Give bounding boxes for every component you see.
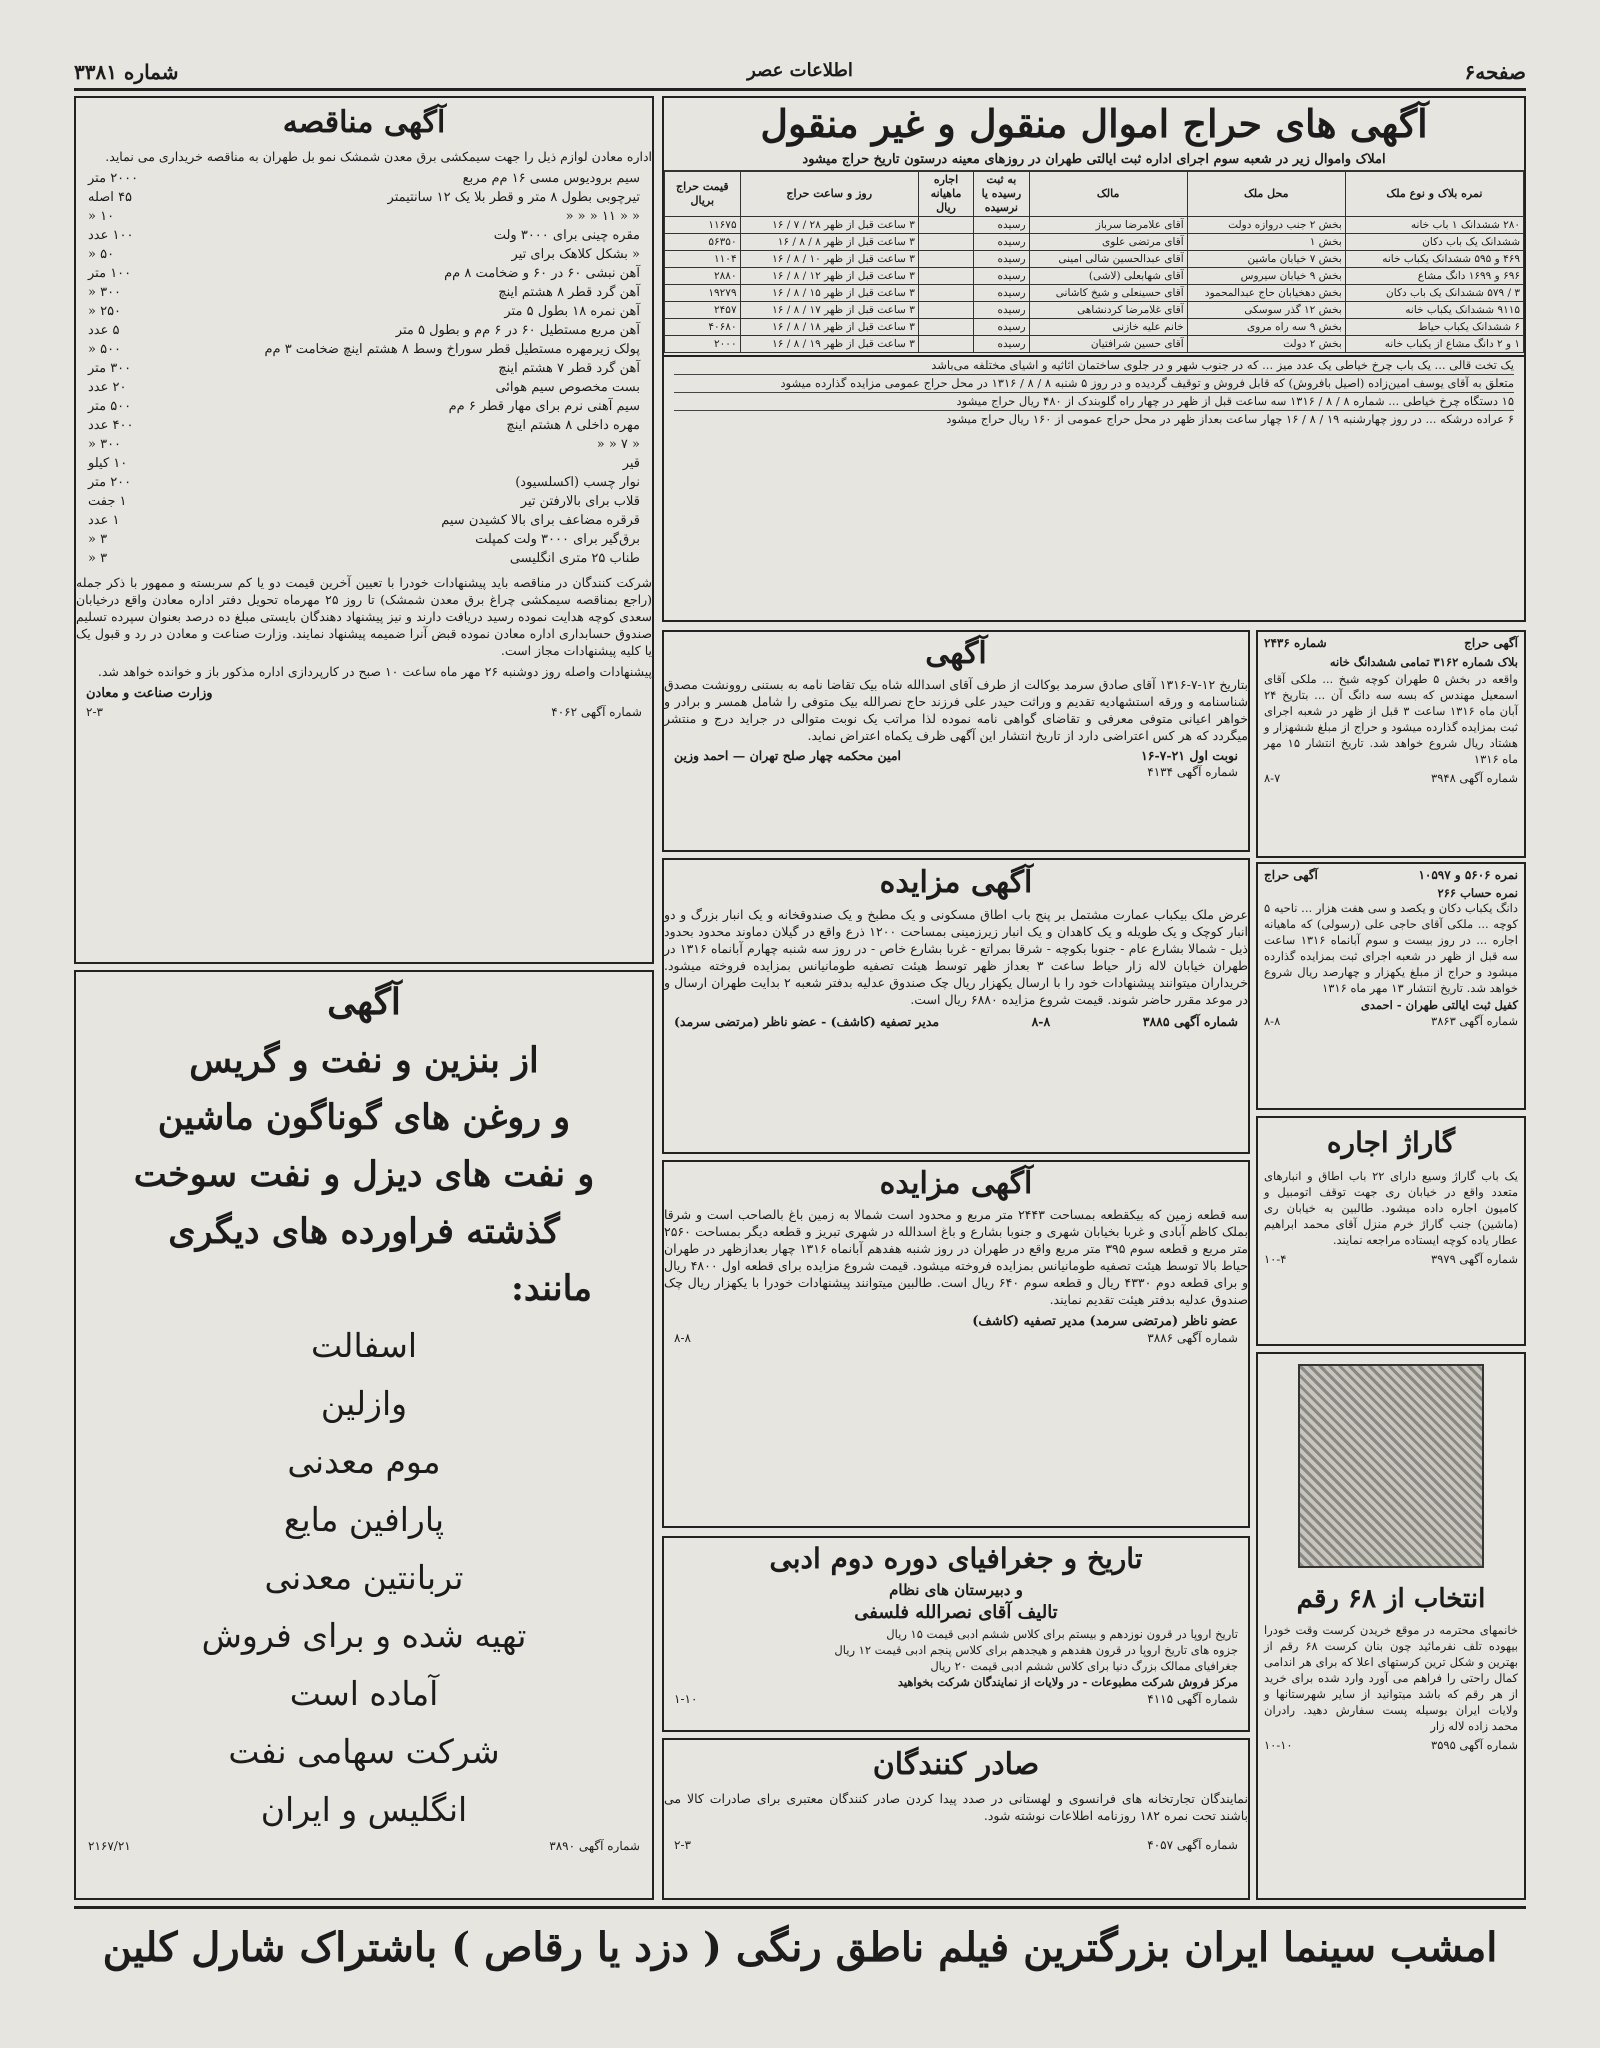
- auction-main-subtitle: املاک واموال زیر در شعبه سوم اجرای اداره ثبت ایالتی طهران در روزهای معینه درستون تاریخ حراج میشود: [664, 150, 1524, 171]
- auction-table-cell: آقای علامرضا سرباز: [1029, 217, 1187, 234]
- oil-product-line: انگلیس و ایران: [260, 1790, 468, 1829]
- auction-table-cell: ۶۹۶ و ۱۶۹۹ دانگ مشاع: [1345, 268, 1523, 285]
- auction-table-cell: ۹۱۱۵ ششدانک یکباب خانه: [1345, 302, 1523, 319]
- auction-table-cell: [918, 285, 973, 302]
- tender-item: [88, 169, 640, 188]
- auction-table-box: [662, 96, 1526, 622]
- tender-item: [88, 397, 640, 416]
- oil-product-line: موم معدنی: [287, 1442, 441, 1481]
- oil-ad-number: شماره آگهی ۳۸۹۰: [549, 1839, 640, 1853]
- auction-table-cell: ۱۱۰۴: [665, 251, 741, 268]
- auction-table-row: [665, 302, 1524, 319]
- oil-ad-title: آگهی: [327, 981, 401, 1023]
- oil-product-line: اسفالت: [310, 1326, 418, 1365]
- tender-ad-number: شماره آگهی ۴۰۶۲: [551, 705, 642, 719]
- exporters-ad-number: شماره آگهی ۴۰۵۷: [1147, 1838, 1238, 1852]
- auction-table-cell: ۳ ساعت قبل از ظهر ۲۸ / ۷ / ۱۶: [740, 217, 918, 234]
- auction-table-cell: بخش ۱۲ گذر سوسکی: [1187, 302, 1345, 319]
- auction-table-cell: ۳ ساعت قبل از ظهر ۱۸ / ۸ / ۱۶: [740, 319, 918, 336]
- col-header: به ثبت رسیده یا نرسیده: [974, 172, 1029, 217]
- tender-item-qty: ۱ عدد: [88, 513, 120, 528]
- auction-main-title: آگهی های حراج اموال منقول و غیر منقول: [760, 101, 1428, 146]
- auction-table-cell: رسیده: [974, 234, 1029, 251]
- oil-ad-box: [74, 970, 654, 1900]
- tender-item-qty: ۳۰۰ «: [88, 437, 122, 452]
- auction-note: متعلق به آقای یوسف امین‌زاده (اصیل بافروش) که قابل فروش و توقیف گردیده و در روز ۵ شنبه ۸ / ۸ / ۱۳۱۶ در محل حراج عمومی مزایده گذارده میشود: [674, 374, 1514, 392]
- tender-item-name: قیر: [622, 456, 640, 471]
- auction-table-cell: ۵۶۳۵۰: [665, 234, 741, 251]
- tender-item-name: تیرچوبی بطول ۸ متر و قطر بلا یک ۱۲ سانتیمتر: [387, 190, 640, 205]
- auction-table-cell: ۳ / ۵۷۹ ششدانک یک باب دکان: [1345, 285, 1523, 302]
- tender-item: [88, 283, 640, 302]
- tender-item: [88, 454, 640, 473]
- tender-ministry: وزارت صناعت و معادن: [86, 686, 213, 701]
- tender-item-qty: ۵۰۰ «: [88, 342, 122, 357]
- auction-r2-ref: نمره ۵۶۰۶ و ۱۰۵۹۷: [1418, 868, 1518, 882]
- auction-r1-box: [1256, 630, 1526, 858]
- page-label: صفحه۶: [1464, 60, 1526, 84]
- book-line: تاریخ اروپا در قرون نوزدهم و بیستم برای کلاس ششم ادبی قیمت ۱۵ ریال: [886, 1627, 1238, 1641]
- book-author: تالیف آقای نصرالله فلسفی: [854, 1602, 1058, 1623]
- auction-table-cell: رسیده: [974, 285, 1029, 302]
- notice-date: نوبت اول ۲۱-۷-۱۶: [1141, 748, 1238, 763]
- auction-note: یک تخت قالی ... یک باب چرخ خیاطی یک عدد میز ... که در جنوب شهر و در جلوی ساختمان اثاثیه و اشیای مختلفه می‌باشد: [931, 358, 1514, 372]
- oil-ad-line: و روغن های گوناگون ماشین: [157, 1097, 571, 1138]
- garage-title: گاراژ اجاره: [1326, 1126, 1456, 1159]
- exporters-code: ۲-۳: [674, 1838, 691, 1852]
- tender-item-qty: ۲۰۰ متر: [88, 475, 132, 490]
- notice-court: امین محکمه چهار صلح تهران — احمد وزین: [674, 748, 902, 763]
- oil-product-line: آماده است: [289, 1674, 439, 1713]
- book-sub: و دبیرستان های نظام: [889, 1581, 1023, 1599]
- auction-r1-title: آگهی حراج: [1464, 636, 1518, 650]
- tender-item-name: سیم برودیوس مسی ۱۶ م‌م مربع: [462, 171, 640, 186]
- tender-item-name: قرقره مضاعف برای بالا کشیدن سیم: [441, 513, 640, 528]
- tender-item-name: آهن گرد قطر ۷ هشتم اینچ: [498, 361, 640, 376]
- auction-table-cell: ۳ ساعت قبل از ظهر ۱۹ / ۸ / ۱۶: [740, 336, 918, 353]
- oil-product-line: وازلین: [320, 1384, 408, 1423]
- auction-note: ۶ عراده درشکه ... در روز چهارشنبه ۱۹ / ۸ / ۱۶ چهار ساعت بعداز ظهر در محل حراج عمومی از ۱۶۰ ریال حراج میشود: [674, 410, 1514, 428]
- tender-item-name: طناب ۲۵ متری انگلیسی: [509, 551, 640, 566]
- auction-table-cell: رسیده: [974, 268, 1029, 285]
- auction-table-cell: بخش دهخیابان حاج عبدالمحمود: [1187, 285, 1345, 302]
- tender-item-qty: ۵۰ «: [88, 247, 115, 262]
- oil-ad-line: مانند:: [510, 1268, 592, 1309]
- auction-r2-ad-number: شماره آگهی ۳۸۶۳: [1431, 1014, 1518, 1028]
- corset-ad-box: [1256, 1352, 1526, 1900]
- auction-table-cell: ۲۸۸۰: [665, 268, 741, 285]
- tender-item-name: پولک زیرمهره مستطیل قطر سوراخ وسط ۸ هشتم اینچ ضخامت ۳ م‌م: [264, 342, 640, 357]
- auction-table: [664, 171, 1524, 353]
- auction-table-cell: خانم علیه خازنی: [1029, 319, 1187, 336]
- garage-body: یک باب گاراژ وسیع دارای ۲۲ باب اطاق و انبارهای متعدد واقع در خیابان ری جهت توقف اتومبیل و کامیون اجاره داده میشود. طالبین به خیابان ری (ماشین) جنب گاراژ خرم منزل آقای محمد ابراهیم عطار یاده کوچه ایستاده مراجعه نمایند.: [1264, 1169, 1518, 1247]
- auction2-ad-number: شماره آگهی ۳۸۸۵: [1142, 1014, 1238, 1029]
- tender-item-name: « بشکل کلاهک برای تیر: [511, 247, 640, 262]
- auction-table-cell: بخش ۲ جنب دروازه دولت: [1187, 217, 1345, 234]
- auction3-body: سه قطعه زمین که بیکقطعه بمساحت ۲۴۴۳ متر مربع و محدود است شمالا به زمین باغ بالصاحب است و شرقا بملک کاظم آبادی و غربا بخیابان شهری و جنوبا بشارع و باغ اسدالله در شهری تبریز و قطعه دیگر بمساحت ۲۵۶۰ متر مربع و قطعه سوم ۳۹۵ متر مربع واقع در طهران در روز شنبه هفدهم آبانماه ۱۳۱۶ چهار بعدازظهر در طهران حیاط بالا توسط هیئت تصفیه طومانیانس بمزایده فروخته میشود. قیمت شروع مزایده برای قطعه اول ۴۸۰۰ ریال و برای قطعه دوم ۴۳۳۰ ریال و قطعه سوم ۶۴۰ ریال است. طالبین میتوانند پیشنهادات خودرا با یکهزار ریال چک صندوق عدلیه بدفتر هیئت تقدیم نمایند.: [664, 1207, 1249, 1307]
- notice-title: آگهی: [925, 636, 987, 671]
- oil-ad-line: و نفت های دیزل و نفت سوخت: [133, 1154, 595, 1195]
- notice-body: بتاریخ ۱۲-۷-۱۳۱۶ آقای صادق سرمد بوکالت از طرف آقای اسدالله شاه بیک تقاضا نامه به بستنی روونشت مصدق شناسنامه و ورقه استشهادیه تقدیم و وراثت حیدر علی فرزند حاج نصرالله بیک متوفی را شامل همسر و برادر و خواهر اعیانی متوفی معرفی و تقاضای گواهی نامه نموده لذا مراتب یک نوبت متوالی در جراید درج و منتشر میگردد که هر کس اعتراضی دارد از تاریخ انتشار این آگهی ظرف یکماه اعتراض نماید.: [664, 677, 1248, 743]
- tender-item: [88, 264, 640, 283]
- tender-item-qty: ۵ عدد: [88, 323, 120, 338]
- auction-r1-block: بلاک شماره ۳۱۶۲ تمامی ششدانگ خانه: [1329, 655, 1518, 669]
- auction-r1-code: ۸-۷: [1264, 771, 1281, 785]
- oil-product-line: شرکت سهامی نفت: [228, 1732, 500, 1771]
- book-line: جغرافیای ممالک بزرگ دنیا برای کلاس ششم ادبی قیمت ۲۰ ریال: [930, 1659, 1238, 1673]
- auction2-code: ۸-۸: [1031, 1014, 1051, 1029]
- col-header: محل ملک: [1187, 172, 1345, 217]
- tender-item-qty: ۱۰۰ متر: [88, 266, 132, 281]
- tender-opening: پیشنهادات واصله روز دوشنبه ۲۶ مهر ماه ساعت ۱۰ صبح در کارپردازی اداره مذکور باز و خوانده خواهد شد.: [97, 664, 652, 679]
- auction3-code: ۸-۸: [674, 1331, 691, 1345]
- book-ad-number: شماره آگهی ۴۱۱۵: [1147, 1692, 1238, 1706]
- auction-table-cell: [918, 268, 973, 285]
- exporters-body: نمایندگان تجارتخانه های فرانسوی و لهستانی در صدد پیدا کردن صادر کنندگان معتبری برای صادرات کالا می باشند تحت نمره ۱۸۲ روزنامه اطلاعات نوشته شود.: [664, 1791, 1248, 1823]
- tender-item-qty: ۱ جفت: [88, 494, 127, 509]
- tender-item-name: آهن مربع مستطیل ۶۰ در ۶ م‌م و بطول ۵ متر: [395, 323, 640, 338]
- tender-item-name: مهره داخلی ۸ هشتم اینچ: [506, 418, 640, 433]
- oil-product-line: تهیه شده و برای فروش: [201, 1616, 527, 1655]
- tender-item: [88, 549, 640, 568]
- tender-item: [88, 188, 640, 207]
- auction-table-cell: ۳ ساعت قبل از ظهر ۱۵ / ۸ / ۱۶: [740, 285, 918, 302]
- tender-item-name: « ۷ « «: [596, 437, 640, 452]
- auction-table-cell: ۲۸۰ ششدانک ۱ باب خانه: [1345, 217, 1523, 234]
- tender-item-qty: ۲۵۰ «: [88, 304, 122, 319]
- tender-item-name: قلاب برای بالارفتن تیر: [520, 494, 640, 509]
- auction-table-row: [665, 217, 1524, 234]
- tender-item-name: آهن نمره ۱۸ بطول ۵ متر: [504, 304, 640, 319]
- auction-r2-body: دانگ یکباب دکان و یکصد و سی هفت هزار ... ناحیه ۵ کوچه ... ملکی آقای حاجی علی (رسولی) که ماهیانه اجاره ... در روز بیست و سوم آبانماه ۱۳۱۶ ساعت سه قبل از ظهر در شعبه اجرای ثبت بمزایده گذارده میشود و حراج از مبلغ یکهزار و چهارصد ریال شروع خواهد شد. تاریخ انتشار ۱۳ مهر ماه ۱۳۱۶: [1264, 901, 1518, 995]
- auction2-signature: مدیر تصفیه (کاشف) - عضو ناظر (مرتضی سرمد): [674, 1014, 940, 1029]
- auction-table-cell: رسیده: [974, 336, 1029, 353]
- tender-item-name: برق‌گیر برای ۳۰۰۰ ولت کمپلت: [475, 532, 640, 547]
- auction-table-row: [665, 251, 1524, 268]
- auction3-ad-number: شماره آگهی ۳۸۸۶: [1147, 1331, 1238, 1345]
- tender-item: [88, 473, 640, 492]
- tender-box: [74, 96, 654, 964]
- auction-table-row: [665, 319, 1524, 336]
- tender-item-name: مقره چینی برای ۳۰۰۰ ولت: [493, 228, 640, 243]
- oil-ad-line: گذشته فراورده های دیگری: [168, 1211, 560, 1252]
- auction-r2-sub: نمره حساب ۲۶۶: [1437, 886, 1518, 900]
- auction-table-cell: رسیده: [974, 319, 1029, 336]
- garage-box: [1256, 1116, 1526, 1346]
- auction-table-cell: [918, 319, 973, 336]
- exporters-title: صادر کنندگان: [872, 1747, 1040, 1782]
- auction-table-cell: آقای حسینعلی و شیخ کاشانی: [1029, 285, 1187, 302]
- auction3-title: آگهی مزایده: [879, 1166, 1033, 1201]
- auction3-box: [662, 1160, 1250, 1528]
- auction-table-cell: [918, 234, 973, 251]
- tender-item: [88, 226, 640, 245]
- auction-r1-ad-number: شماره آگهی ۳۹۴۸: [1431, 771, 1518, 785]
- tender-title: آگهی مناقصه: [282, 105, 446, 140]
- auction-table-cell: [918, 217, 973, 234]
- tender-item-qty: ۲۰ عدد: [88, 380, 127, 395]
- cinema-banner: امشب سینما ایران بزرگترین فیلم ناطق رنگی ( دزد یا رقاص ) باشتراک شارل کلین: [74, 1906, 1526, 1987]
- auction-r2-signer: کفیل ثبت ایالتی طهران - احمدی: [1360, 998, 1518, 1012]
- book-title: تاریخ و جغرافیای دوره دوم ادبی: [769, 1542, 1143, 1575]
- tender-item-name: سیم آهنی نرم برای مهار قطر ۶ م‌م: [448, 399, 640, 414]
- auction-table-cell: ۱ و ۲ دانگ مشاع از یکباب خانه: [1345, 336, 1523, 353]
- tender-item: [88, 416, 640, 435]
- tender-item: [88, 302, 640, 321]
- auction-table-cell: آقای عبدالحسین شالی امینی: [1029, 251, 1187, 268]
- auction2-body: عرض ملک بیکباب عمارت مشتمل بر پنج باب اطاق مسکونی و یک مطبخ و یک صندوقخانه و یک انبار بزرگ و دو انبار کوچک و یک طویله و یک کاهدان و یک انبار زیرزمینی بمساحت ۱۲۰۰ ذرع واقع در گیلان دماوند محدود بحدود ذیل - شمالا بشارع عام - جنوبا بکوچه - شرقا بمراتع - غربا بشارع خاص - در روز سه شنبه چهارم آبانماه ۱۳۱۶ در طهران خیابان لاله زار حیاط ساعت ۳ بعداز ظهر توسط هیئت تصفیه طومانیانس بمزایده فروخته میشود. خریداران میتوانند پیشنهادات خود را با ارسال یکهزار ریال چک صندوق عدلیه بدفتر شعبه ۲ بدایت طهران ارسال و در موعد مقرر حاضر شوند. قیمت شروع مزایده ۶۸۸۰ ریال است.: [664, 907, 1248, 1007]
- exporters-box: [662, 1738, 1250, 1900]
- tender-item-qty: ۱۰۰ عدد: [88, 228, 134, 243]
- auction-table-cell: ۴۰۶۸۰: [665, 319, 741, 336]
- auction-table-cell: ۲۴۵۷: [665, 302, 741, 319]
- tender-item: [88, 378, 640, 397]
- corset-body: خانمهای محترمه در موقع خریدن کرست وقت خودرا بیهوده تلف نفرمائید چون بنان کرست ۶۸ رقم از بهترین و شکل ترین کرستهای اعلا که برای هر اندامی کمال راحتی را فراهم می آورد وارد شده برای خرید از هر رقم که باشد میتوانید از سایر شهرستانها و ولایات ایران بوسیله پست سفارش دهید. رادران محمد زاده لاله زار: [1264, 1623, 1518, 1733]
- auction-table-cell: [918, 302, 973, 319]
- tender-item-qty: ۳۰۰ متر: [88, 361, 132, 376]
- auction-table-cell: [918, 251, 973, 268]
- auction-table-row: [665, 285, 1524, 302]
- oil-ad-code: ۲۱۶۷/۲۱: [88, 1839, 131, 1853]
- auction-table-row: [665, 234, 1524, 251]
- tender-item-qty: ۳ «: [88, 551, 108, 566]
- auction-note: ۱۵ دستگاه چرخ خیاطی ... شماره ۸ / ۸ / ۱۳۱۶ سه ساعت قبل از ظهر در چهار راه گلوبندک از ۴۸۰ ریال حراج میشود: [674, 392, 1514, 410]
- tender-item: [88, 435, 640, 454]
- auction-r2-code: ۸-۸: [1264, 1014, 1281, 1028]
- tender-item: [88, 492, 640, 511]
- auction-table-cell: ۳ ساعت قبل از ظهر ۱۷ / ۸ / ۱۶: [740, 302, 918, 319]
- tender-item-qty: ۵۰۰ متر: [88, 399, 132, 414]
- tender-item-name: آهن نبشی ۶۰ در ۶۰ و ضخامت ۸ م‌م: [444, 266, 640, 281]
- tender-item: [88, 530, 640, 549]
- tender-item-name: « « ۱۱ « « «: [565, 209, 640, 224]
- book-line: جزوه های تاریخ اروپا در قرون هفدهم و هیجدهم برای کلاس پنجم ادبی قیمت ۱۲ ریال: [834, 1643, 1238, 1657]
- auction-table-cell: ۲۰۰۰: [665, 336, 741, 353]
- tender-item-qty: ۳۰۰ «: [88, 285, 122, 300]
- garage-ad-number: شماره آگهی ۳۹۷۹: [1431, 1252, 1518, 1266]
- auction2-box: [662, 858, 1250, 1154]
- oil-product-line: پارافین مایع: [283, 1500, 445, 1539]
- book-line: مرکز فروش شرکت مطبوعات - در ولایات از نمایندگان شرکت بخواهید: [897, 1675, 1238, 1689]
- auction-r2-box: [1256, 862, 1526, 1110]
- garage-code: ۱۰-۴: [1264, 1252, 1287, 1266]
- tender-item-qty: ۴۰۰ عدد: [88, 418, 134, 433]
- oil-ad-line: از بنزین و نفت و گریس: [189, 1040, 539, 1081]
- tender-item: [88, 511, 640, 530]
- tender-item-qty: ۱۰ «: [88, 209, 115, 224]
- auction-table-cell: آقای حسین شرافتیان: [1029, 336, 1187, 353]
- auction-table-cell: آقای شهابعلی (لاشی): [1029, 268, 1187, 285]
- auction-table-cell: بخش ۹ خیابان سیروس: [1187, 268, 1345, 285]
- oil-product-line: تربانتین معدنی: [264, 1558, 464, 1597]
- auction-table-cell: رسیده: [974, 217, 1029, 234]
- auction-r1-ref: شماره ۲۴۳۶: [1264, 636, 1327, 650]
- tender-item-qty: ۳ «: [88, 532, 108, 547]
- tender-item-name: بست مخصوص سیم هوائی: [495, 380, 640, 395]
- col-header: قیمت حراج بریال: [665, 172, 741, 217]
- corset-title: انتخاب از ۶۸ رقم: [1296, 1584, 1486, 1614]
- corset-ad-number: شماره آگهی ۳۵۹۵: [1431, 1738, 1518, 1752]
- tender-item: [88, 245, 640, 264]
- auction-table-cell: ۳ ساعت قبل از ظهر ۱۲ / ۸ / ۱۶: [740, 268, 918, 285]
- tender-code: ۲-۳: [86, 705, 103, 719]
- notice-box: [662, 630, 1250, 852]
- page-header: [74, 58, 1526, 91]
- auction-table-cell: ۱۹۲۷۹: [665, 285, 741, 302]
- auction-table-cell: ۱۱۶۷۵: [665, 217, 741, 234]
- auction-table-cell: بخش ۱: [1187, 234, 1345, 251]
- auction-table-cell: ۶ ششدانک یکباب حیاط: [1345, 319, 1523, 336]
- tender-item: [88, 207, 640, 226]
- auction3-signature: عضو ناظر (مرتضی سرمد) مدیر تصفیه (کاشف): [972, 1314, 1238, 1329]
- tender-item-name: نوار چسب (اکسلسیود): [515, 475, 640, 490]
- col-header: مالک: [1029, 172, 1187, 217]
- col-header: نمره بلاک و نوع ملک: [1345, 172, 1523, 217]
- tender-item-name: آهن گرد قطر ۸ هشتم اینچ: [498, 285, 640, 300]
- auction-table-cell: رسیده: [974, 302, 1029, 319]
- auction-table-cell: ششدانک یک باب دکان: [1345, 234, 1523, 251]
- auction-table-cell: رسیده: [974, 251, 1029, 268]
- book-code: ۱-۱۰: [674, 1692, 698, 1706]
- issue-label: شماره ۳۳۸۱: [74, 60, 179, 84]
- auction-table-cell: بخش ۲ دولت: [1187, 336, 1345, 353]
- tender-item-qty: ۴۵ اصله: [88, 190, 133, 205]
- col-header: اجاره ماهیانه ریال: [918, 172, 973, 217]
- auction-table-row: [665, 268, 1524, 285]
- auction-table-cell: بخش ۷ خیابان ماشین: [1187, 251, 1345, 268]
- auction2-title: آگهی مزایده: [879, 865, 1033, 900]
- tender-intro: اداره معادن لوازم ذیل را جهت سیمکشی برق معدن شمشک نمو بل طهران به مناقصه خریداری می نماید.: [105, 149, 652, 164]
- corset-code: ۱۰-۱۰: [1264, 1738, 1293, 1752]
- auction-r1-body: واقعه در بخش ۵ طهران کوچه شیخ ... ملکی آقای اسمعیل مهندس که بسه سه دانگ آن ... بتاریخ ۲۴ آبان ماه ۱۳۱۶ ساعت ۳ قبل از ظهر در شعبه اجرای ثبت بمزایده گذارده میشود و حراج از مبلغ ششهزار و هشتاد ریال شروع خواهد شد. تاریخ انتشار ۱۵ مهر ماه ۱۳۱۶: [1264, 672, 1518, 766]
- tender-body: شرکت کنندگان در مناقصه باید پیشنهادات خودرا با تعیین آخرین قیمت دو یا کم سربسته و ممهور با ذکر جمله (راجع بمناقصه سیمکشی چراغ برق معدن شمشک) تا روز ۲۵ مهرماه تحویل دفتر اداره معادن واقع درخیابان سعدی کوچه هدایت نموده رسید دریافت دارند و نیز پیشنهاد دهندگان بایستی مبلغ ده درصد بعنوان سپرده تسلیم صندوق حسابداری اداره معادن نموده قبض آنرا ضمیمه پیشنهاد نمایند. وزارت صناعت و معادن در رد و قبول یک یا کلیه پیشنهادات مجاز است.: [76, 575, 653, 658]
- paper-name: اطلاعات عصر: [747, 60, 853, 81]
- corset-illustration: [1298, 1364, 1484, 1568]
- auction-table-cell: [918, 336, 973, 353]
- tender-item-qty: ۱۰ کیلو: [88, 456, 128, 471]
- auction-table-cell: ۳ ساعت قبل از ظهر ۱۰ / ۸ / ۱۶: [740, 251, 918, 268]
- book-ad-box: [662, 1536, 1250, 1732]
- auction-table-row: [665, 336, 1524, 353]
- tender-item-qty: ۲۰۰۰ متر: [88, 171, 139, 186]
- auction-table-cell: بخش ۹ سه راه مروی: [1187, 319, 1345, 336]
- auction-table-cell: آقای مرتضی علوی: [1029, 234, 1187, 251]
- col-header: روز و ساعت حراج: [740, 172, 918, 217]
- tender-item: [88, 359, 640, 378]
- auction-table-cell: ۴۶۹ و ۵۹۵ ششدانک یکباب خانه: [1345, 251, 1523, 268]
- auction-table-cell: ۳ ساعت قبل از ظهر ۸ / ۸ / ۱۶: [740, 234, 918, 251]
- tender-item: [88, 321, 640, 340]
- notice-ad-number: شماره آگهی ۴۱۳۴: [1147, 765, 1238, 779]
- auction-table-cell: آقای غلامرضا کردنشاهی: [1029, 302, 1187, 319]
- auction-r2-title: آگهی حراج: [1264, 868, 1318, 882]
- tender-item: [88, 340, 640, 359]
- auction-table-header: [665, 172, 1524, 217]
